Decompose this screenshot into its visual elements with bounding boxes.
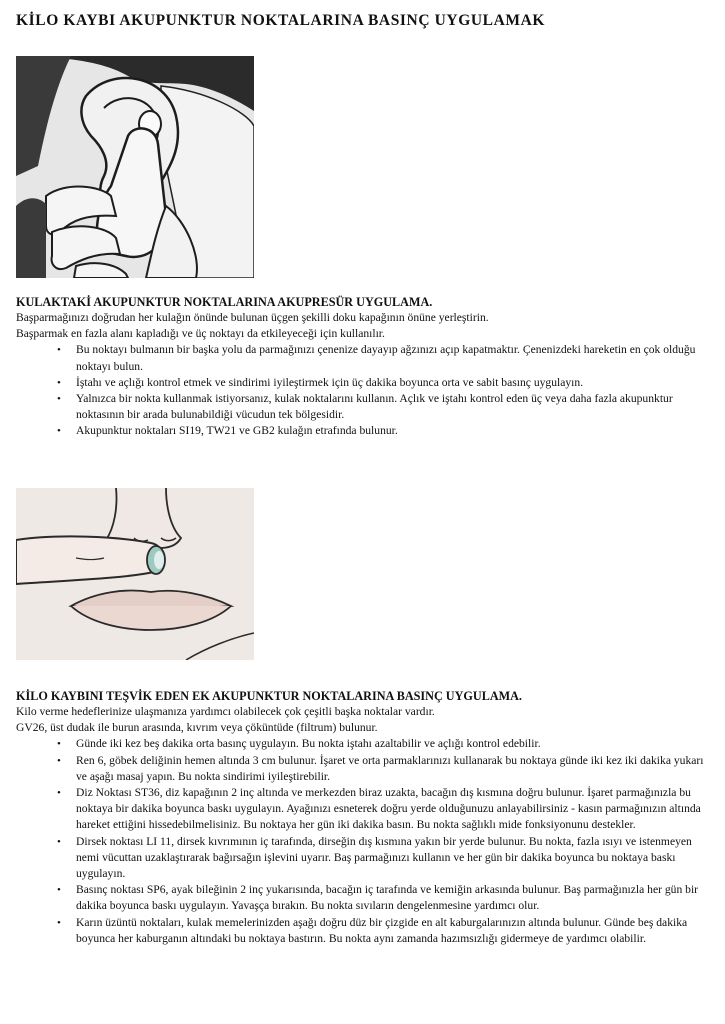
ear-acupressure-illustration — [16, 56, 254, 278]
list-item: • Akupunktur noktaları SI19, TW21 ve GB2 kulağın etrafında bulunur. — [76, 423, 706, 439]
list-item: • Yalnızca bir nokta kullanmak istiyorsanız, kulak noktalarını kullanın. Açlık ve iştahı kontrol eden üç veya daha fazla akupunktur noktasının bir arada bulunabildiği vücudun tek bölgesidir. — [76, 391, 706, 423]
paragraph: GV26, üst dudak ile burun arasında, kıvrım veya çöküntüde (filtrum) bulunur. — [16, 721, 378, 735]
list-item: • Basınç noktası SP6, ayak bileğinin 2 inç yukarısında, bacağın iç tarafında ve kemiğin arkasında bulunur. Baş parmağınızla her gün bir dakika boyunca baskı uygulayın. Yavaşça bırakın. Bu nokta sıvıların dengelenmesine yardımcı olur. — [76, 882, 706, 914]
ear-acupressure-section — [16, 294, 706, 440]
bullet-list — [16, 342, 706, 439]
section-heading: KİLO KAYBINI TEŞVİK EDEN EK AKUPUNKTUR NOKTALARINA BASINÇ UYGULAMA. — [16, 689, 522, 703]
paragraph: Kilo verme hedeflerinize ulaşmanıza yardımcı olabilecek çok çeşitli başka noktalar vardır. — [16, 705, 435, 718]
list-item: • Diz Noktası ST36, diz kapağının 2 inç altında ve merkezden biraz uzakta, bacağın dış kısmına doğru bulunur. İşaret parmağınızla bu noktaya bir dakika boyunca baskı uygulayın. Ayağınızı esneterek doğru yerde olduğunuzu anlayabilirsiniz - kasın parmağınızın altında hareket ettiğini hissedebilmelisiniz. Bu noktaya her gün iki dakika basın. Bu nokta sağlıklı mide fonksiyonunu destekler. — [76, 785, 706, 834]
ear-illustration-drawing — [16, 56, 254, 278]
list-item: • İştahı ve açlığı kontrol etmek ve sindirimi iyileştirmek için üç dakika boyunca orta ve sabit basınç uygulayın. — [76, 375, 706, 391]
list-item: • Günde iki kez beş dakika orta basınç uygulayın. Bu nokta iştahı azaltabilir ve açlığı kontrol edebilir. — [76, 736, 706, 752]
list-item: • Dirsek noktası LI 11, dirsek kıvrımının iç tarafında, dirseğin dış kısmına yakın bir yerde bulunur. Bu nokta, fazla ısıyı ve istenmeyen nemi vücuttan uzaklaştırarak bağırsağın işlevini uyarır. Baş parmağınızı kullanın ve her gün bir dakika boyunca bu noktaya baskı uygulayın. — [76, 834, 706, 883]
additional-points-section — [16, 688, 706, 947]
list-item: • Karın üzüntü noktaları, kulak memelerinizden aşağı doğru düz bir çizgide en alt kaburgalarınızın altında bulunur. Günde beş dakika boyunca her kaburganın altındaki bu noktaya bastırın. Bu nokta aynı zamanda hazımsızlığı gidermeye de yardımcı olabilir. — [76, 915, 706, 947]
bullet-list — [16, 736, 706, 947]
list-item: • Bu noktayı bulmanın bir başka yolu da parmağınızı çenenize dayayıp ağzınızı açıp kapatmaktır. Çenenizdeki hareketin en çok olduğu noktayı bulun. — [76, 342, 706, 374]
lip-acupressure-illustration — [16, 488, 254, 660]
list-item: • Ren 6, göbek deliğinin hemen altında 3 cm bulunur. İşaret ve orta parmaklarınızı kullanarak bu noktaya günde iki kez iki dakika yukarı ve aşağı masaj yapın. Bu nokta sindirimi iyileştirebilir. — [76, 753, 706, 785]
lip-illustration-drawing — [16, 488, 254, 660]
page-title: KİLO KAYBI AKUPUNKTUR NOKTALARINA BASINÇ UYGULAMAK — [16, 12, 546, 29]
paragraph: Başparmak en fazla alanı kapladığı ve üç noktayı da etkileyeceği için kullanılır. — [16, 327, 385, 341]
section-heading: KULAKTAKİ AKUPUNKTUR NOKTALARINA AKUPRESÜR UYGULAMA. — [16, 295, 433, 309]
paragraph: Başparmağınızı doğrudan her kulağın önünde bulunan üçgen şekilli doku kapağının önüne yerleştirin. — [16, 311, 489, 324]
